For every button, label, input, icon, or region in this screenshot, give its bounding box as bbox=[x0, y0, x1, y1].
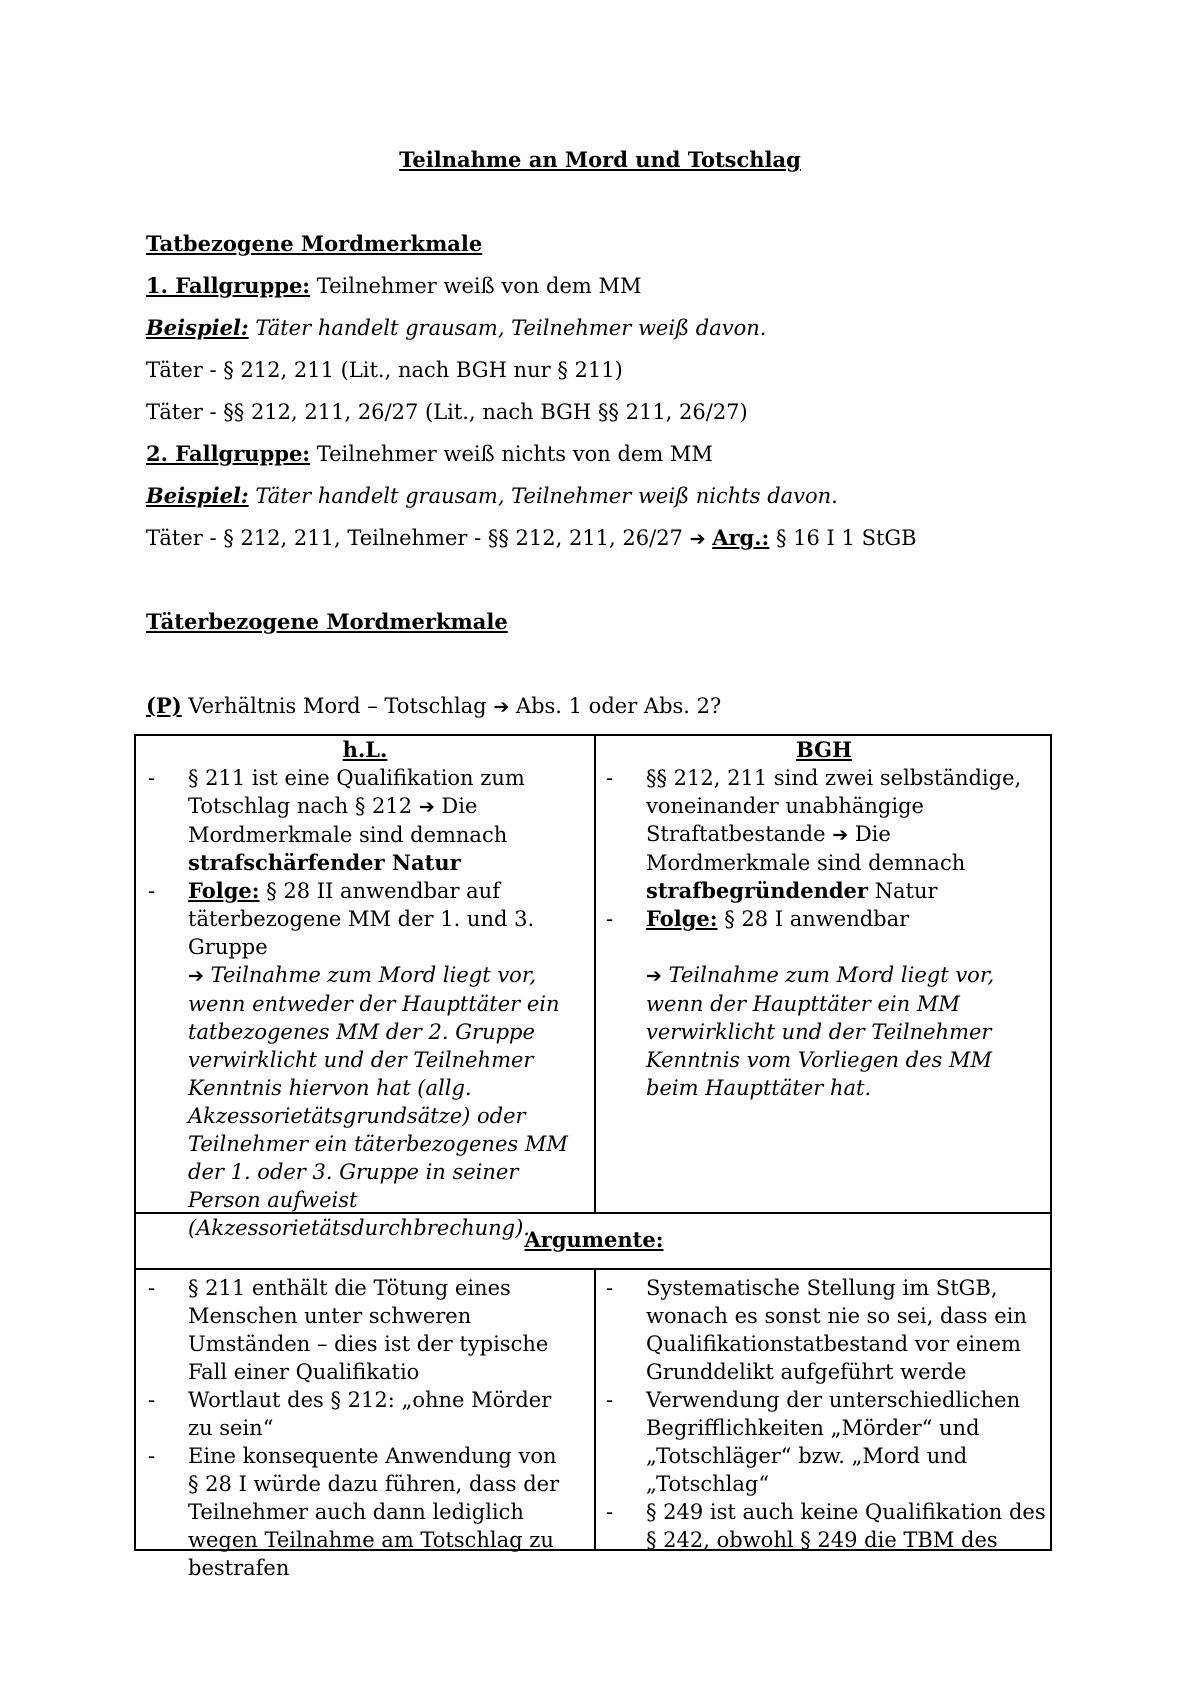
comparison-table bbox=[134, 734, 1052, 1580]
arg-right-item bbox=[598, 1498, 1050, 1554]
problem-text-b: Abs. 1 oder Abs. 2? bbox=[509, 694, 722, 718]
hl-folge-label: Folge: bbox=[188, 878, 260, 903]
beispiel-1-line bbox=[146, 314, 766, 342]
bgh-item-1 bbox=[598, 764, 1050, 905]
dash: - bbox=[148, 1276, 156, 1300]
bgh-folge-text: § 28 I anwendbar bbox=[717, 907, 910, 931]
beispiel-2-text: Täter handelt grausam, Teilnehmer weiß nichts davon. bbox=[248, 484, 838, 508]
hl-item-2 bbox=[140, 877, 570, 1242]
hl-column bbox=[140, 764, 570, 1242]
bgh-folge-label: Folge: bbox=[646, 906, 718, 931]
arg-left-text: Eine konsequente Anwendung von § 28 I würde dazu führen, dass der Teilnehmer auch dann lediglich wegen Teilnahme am Totschlag zu bestrafen bbox=[188, 1444, 560, 1580]
dash: - bbox=[606, 907, 614, 931]
col-head-bgh: BGH bbox=[796, 737, 852, 762]
arg-label: Arg.: bbox=[712, 525, 770, 550]
fallgruppe-1-line bbox=[146, 272, 642, 300]
taeter-teilnehmer-line bbox=[146, 524, 917, 553]
fallgruppe-2-line bbox=[146, 440, 713, 468]
beispiel-2-line bbox=[146, 482, 838, 510]
arrow-right-icon: ➔ bbox=[493, 696, 510, 718]
arg-right-item bbox=[598, 1386, 1050, 1498]
beispiel-2-label: Beispiel: bbox=[146, 483, 249, 508]
taeter-line-2: Täter - §§ 212, 211, 26/27 (Lit., nach BGH §§ 211, 26/27) bbox=[146, 400, 748, 424]
bgh-item-1-text: §§ 212, 211 sind zwei selbständige, voneinander unabhängige Straftatbestande bbox=[646, 766, 1022, 846]
bgh-item-1-text-b: Die Mordmerkmale sind demnach bbox=[646, 822, 966, 875]
arrow-right-icon: ➔ bbox=[646, 965, 662, 987]
bgh-item-2-conclusion bbox=[598, 961, 1050, 1102]
args-right-column bbox=[598, 1274, 1050, 1554]
hl-folge-text: § 28 II anwendbar auf täterbezogene MM der 1. und 3. Gruppe bbox=[188, 879, 535, 959]
arg-text: § 16 I 1 StGB bbox=[769, 526, 917, 550]
arguments-heading: Argumente: bbox=[524, 1227, 664, 1252]
section-heading-tatbezogen: Tatbezogene Mordmerkmale bbox=[146, 231, 483, 256]
arg-left-item bbox=[140, 1386, 570, 1442]
table-divider-top bbox=[594, 736, 596, 1212]
arg-left-item bbox=[140, 1442, 570, 1582]
fallgruppe-1-text: Teilnehmer weiß von dem MM bbox=[310, 274, 642, 298]
arrow-right-icon: ➔ bbox=[832, 824, 849, 846]
bgh-item-1-text-c: Natur bbox=[867, 879, 938, 903]
dash: - bbox=[148, 1388, 156, 1412]
arrow-right-icon: ➔ bbox=[689, 528, 706, 550]
arg-right-item bbox=[598, 1274, 1050, 1386]
hl-item-1-text: § 211 ist eine Qualifikation zum Totschlag nach § 212 bbox=[188, 766, 525, 818]
table-rule-2 bbox=[136, 1268, 1050, 1270]
arrow-right-icon: ➔ bbox=[418, 796, 435, 818]
arg-right-text: Systematische Stellung im StGB, wonach es sonst nie so sei, dass ein Qualifikationstatbestand vor einem Grunddelikt aufgeführt werde bbox=[646, 1276, 1027, 1384]
arg-left-text: Wortlaut des § 212: „ohne Mörder zu sein“ bbox=[188, 1388, 552, 1440]
fallgruppe-2-label: 2. Fallgruppe: bbox=[146, 441, 311, 466]
dash: - bbox=[606, 1388, 614, 1412]
beispiel-1-label: Beispiel: bbox=[146, 315, 249, 340]
table-divider-bottom bbox=[594, 1268, 596, 1551]
dash: - bbox=[606, 766, 614, 790]
taeter-teilnehmer-text: Täter - § 212, 211, Teilnehmer - §§ 212, 211, 26/27 bbox=[146, 526, 690, 550]
hl-item-1-text-b: Die Mordmerkmale sind demnach bbox=[188, 794, 508, 847]
arg-right-text: Verwendung der unterschiedlichen Begrifflichkeiten „Mörder“ und „Totschläger“ bzw. „Mord und „Totschlag“ bbox=[646, 1388, 1021, 1496]
args-left-column bbox=[140, 1274, 570, 1582]
arg-right-text: § 249 ist auch keine Qualifikation des § 242, obwohl § 249 die TBM des bbox=[646, 1500, 1046, 1552]
hl-item-1-bold: strafschärfender Natur bbox=[188, 850, 461, 875]
problem-label: (P) bbox=[146, 693, 182, 718]
problem-line bbox=[146, 692, 721, 721]
bgh-folge-italic: Teilnahme zum Mord liegt vor, wenn der Haupttäter ein MM verwirklicht und der Teilnehmer Kenntnis vom Vorliegen des MM beim Haupttäter hat. bbox=[646, 963, 995, 1100]
section-heading-taeterbezogen: Täterbezogene Mordmerkmale bbox=[146, 609, 508, 634]
dash: - bbox=[148, 766, 156, 790]
dash: - bbox=[606, 1276, 614, 1300]
dash: - bbox=[148, 879, 156, 903]
page-title: Teilnahme an Mord und Totschlag bbox=[399, 147, 801, 172]
fallgruppe-2-text: Teilnehmer weiß nichts von dem MM bbox=[310, 442, 713, 466]
bgh-item-1-bold: strafbegründender bbox=[646, 878, 868, 903]
hl-folge-italic: Teilnahme zum Mord liegt vor, wenn entweder der Haupttäter ein tatbezogenes MM der 2. Gruppe verwirklicht und der Teilnehmer Kenntnis hiervon hat (allg. Akzessorietätsgrundsätze) oder Teilnehmer ein täterbezogenes MM der 1. oder 3. Gruppe in seiner Person aufweist (Akzessorietätsdurchbrechung). bbox=[188, 963, 568, 1240]
problem-text-a: Verhältnis Mord – Totschlag bbox=[181, 694, 494, 718]
arg-left-text: § 211 enthält die Tötung eines Menschen unter schweren Umständen – dies ist der typische Fall einer Qualifikatio bbox=[188, 1276, 549, 1384]
col-head-hl: h.L. bbox=[342, 737, 388, 762]
bgh-item-2 bbox=[598, 905, 1050, 933]
arrow-right-icon: ➔ bbox=[188, 965, 204, 987]
beispiel-1-text: Täter handelt grausam, Teilnehmer weiß davon. bbox=[248, 316, 767, 340]
dash: - bbox=[148, 1444, 156, 1468]
hl-item-1 bbox=[140, 764, 570, 877]
arg-left-item bbox=[140, 1274, 570, 1386]
taeter-line-1: Täter - § 212, 211 (Lit., nach BGH nur § 211) bbox=[146, 358, 623, 382]
dash: - bbox=[606, 1500, 614, 1524]
fallgruppe-1-label: 1. Fallgruppe: bbox=[146, 273, 311, 298]
bgh-column bbox=[598, 764, 1050, 1102]
